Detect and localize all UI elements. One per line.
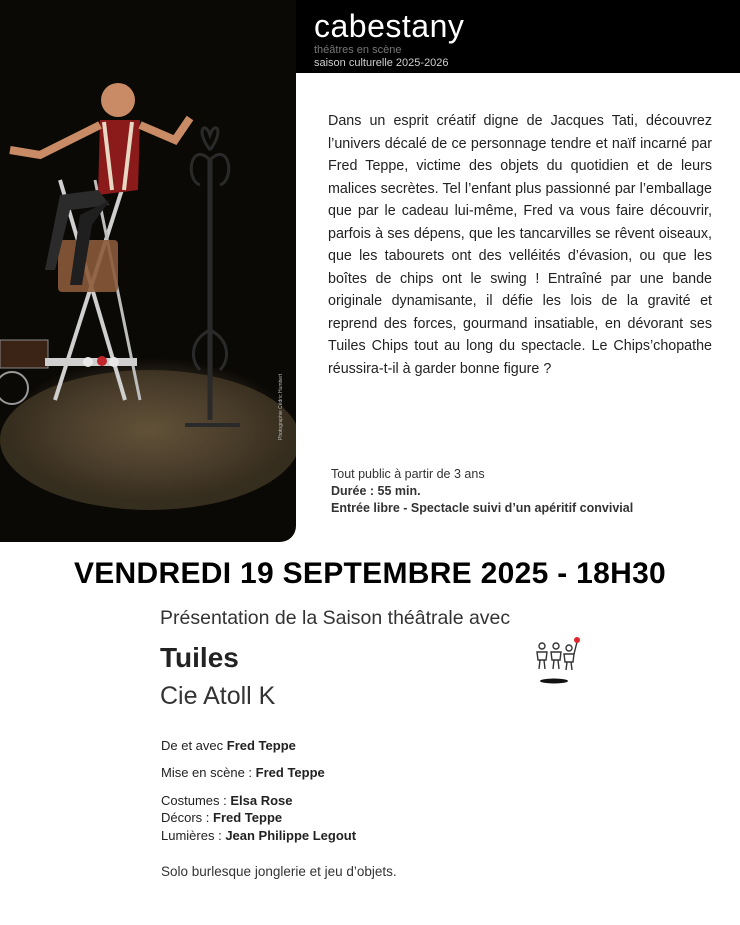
credit-label: Mise en scène : xyxy=(161,765,256,780)
credit-row xyxy=(161,828,356,843)
duration-text: Durée : 55 min. xyxy=(331,484,421,498)
practical-info xyxy=(331,466,731,517)
season-label: saison culturelle 2025-2026 xyxy=(314,57,449,69)
brand-title: cabestany xyxy=(314,8,465,44)
credit-name: Fred Teppe xyxy=(255,765,325,780)
audience-text: Tout public à partir de 3 ans xyxy=(331,467,485,481)
credit-row xyxy=(161,793,293,808)
company-logo xyxy=(532,634,584,686)
credit-name: Fred Teppe xyxy=(226,738,296,753)
credit-label: De et avec xyxy=(161,738,227,753)
credit-row xyxy=(161,738,296,753)
brand-subtitle: théâtres en scène xyxy=(314,44,402,56)
show-description: Dans un esprit créatif digne de Jacques Tati, découvrez l’univers décalé de ce personnage tendre et naïf incarné par Fred Teppe, victime des objets du quotidien et de leurs malices secrètes. Tel l’enfant plus passionné par l’emballage que par le cadeau lui-même, Fred va vous faire découvrir, parfois à ses dépens, que les tancarvilles se rêvent oiseaux, que les tabourets ont des velléités d’évasion, ou que les boîtes de chips ont le swing ! Entraîné par une bande originale dynamisante, il défie les lois de la gravité et reprend des forces, gourmand insatiable, en dévorant ses Tuiles Chips tout au long du spectacle. Le Chips’chopathe réussira-t-il à garder bonne figure ? xyxy=(328,113,712,377)
presentation-text: Présentation de la Saison théâtrale avec xyxy=(160,607,511,629)
credit-row xyxy=(161,765,325,780)
credit-name: Jean Philippe Legout xyxy=(225,828,357,843)
performer-photo xyxy=(0,0,296,542)
entry-text: Entrée libre - Spectacle suivi d’un apéritif convivial xyxy=(331,501,634,515)
brand-header xyxy=(296,0,740,73)
credit-name: Fred Teppe xyxy=(213,810,283,825)
credit-label: Costumes : xyxy=(161,793,231,808)
show-title: Tuiles xyxy=(160,642,239,673)
stage-illustration xyxy=(0,0,296,542)
event-date: VENDREDI 19 SEPTEMBRE 2025 - 18H30 xyxy=(73,557,667,590)
company-name: Cie Atoll K xyxy=(160,682,276,710)
credit-name: Elsa Rose xyxy=(230,793,293,808)
credit-label: Lumières : xyxy=(161,828,226,843)
show-tagline: Solo burlesque jonglerie et jeu d’objets. xyxy=(161,864,397,879)
photo-credit: Photographie Cédric Humbert xyxy=(278,373,284,440)
credit-label: Décors : xyxy=(161,810,214,825)
credit-row xyxy=(161,810,282,825)
